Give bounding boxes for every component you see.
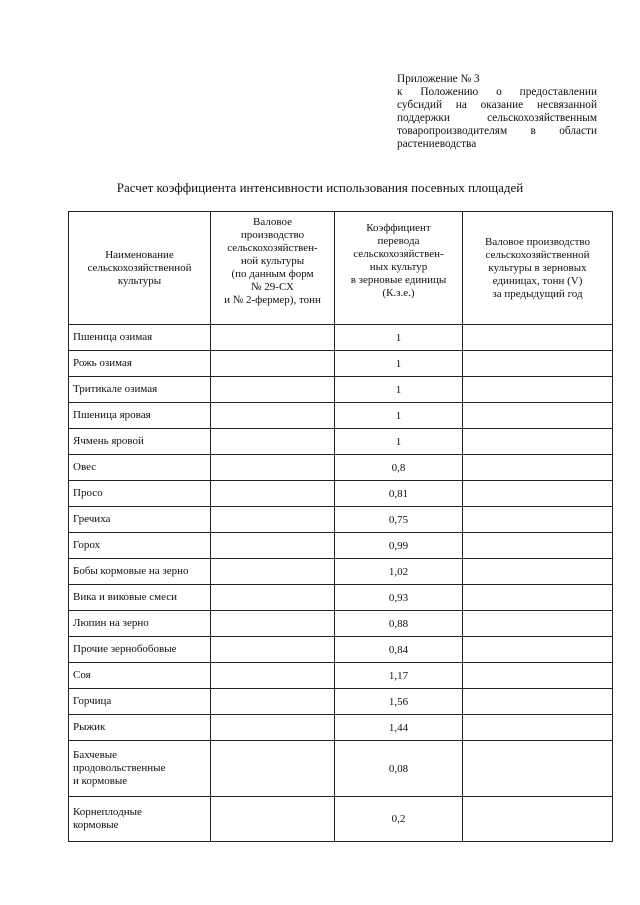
- gross-production-cell[interactable]: [211, 481, 335, 507]
- header-crop-name: [69, 212, 211, 325]
- header-gross-production: [211, 212, 335, 325]
- crop-name-cell: [69, 481, 211, 507]
- table-row: [69, 585, 613, 611]
- grain-units-cell[interactable]: [463, 455, 613, 481]
- gross-production-cell[interactable]: [211, 533, 335, 559]
- coefficient-cell: 0,81: [335, 481, 463, 507]
- header-text-line: культуры в зерновых: [488, 261, 587, 274]
- grain-units-cell[interactable]: [463, 559, 613, 585]
- crop-name: Бобы кормовые на зерно: [73, 565, 189, 577]
- crop-name: Прочие зернобобовые: [73, 643, 177, 655]
- header-text-line: сельскохозяйствен-: [227, 242, 318, 254]
- crop-name-cell: [69, 533, 211, 559]
- gross-production-cell[interactable]: [211, 351, 335, 377]
- grain-units-cell[interactable]: [463, 611, 613, 637]
- coefficient-cell: 1: [335, 403, 463, 429]
- gross-production-cell[interactable]: [211, 797, 335, 842]
- header-text-line: сельскохозяйственной: [485, 248, 590, 261]
- header-grain-units: [463, 212, 613, 325]
- gross-production-cell[interactable]: [211, 559, 335, 585]
- appendix-line: поддержки сельскохозяйственным: [397, 112, 597, 124]
- gross-production-cell[interactable]: [211, 715, 335, 741]
- table-row: [69, 663, 613, 689]
- appendix-line: товаропроизводителям в области: [397, 125, 597, 137]
- table-body: [69, 325, 613, 842]
- grain-units-cell[interactable]: [463, 325, 613, 351]
- appendix-line: растениеводства: [397, 138, 477, 150]
- gross-production-cell[interactable]: [211, 455, 335, 481]
- gross-production-cell[interactable]: [211, 611, 335, 637]
- header-text-line: единицах, тонн (V): [492, 274, 583, 287]
- header-conversion-coefficient: [335, 212, 463, 325]
- header-text-line: перевода: [377, 235, 420, 247]
- table-row: [69, 481, 613, 507]
- coefficient-cell: 0,93: [335, 585, 463, 611]
- crop-name: Горох: [73, 539, 101, 551]
- grain-units-cell[interactable]: [463, 637, 613, 663]
- grain-units-cell[interactable]: [463, 507, 613, 533]
- crop-name-cell: [69, 377, 211, 403]
- grain-units-cell[interactable]: [463, 403, 613, 429]
- crop-name: Пшеница озимая: [73, 331, 153, 343]
- table-row: [69, 533, 613, 559]
- gross-production-cell[interactable]: [211, 507, 335, 533]
- coefficient-cell: 0,84: [335, 637, 463, 663]
- appendix-line: субсидий на оказание несвязанной: [397, 99, 597, 111]
- gross-production-cell[interactable]: [211, 325, 335, 351]
- coefficient-cell: 0,88: [335, 611, 463, 637]
- header-text-line: № 29-СХ: [251, 281, 294, 293]
- header-text-line: Валовое производство: [484, 235, 590, 248]
- gross-production-cell[interactable]: [211, 689, 335, 715]
- header-text-line: Наименование: [105, 248, 174, 261]
- table-row: [69, 637, 613, 663]
- crop-name-cell: [69, 689, 211, 715]
- header-text-line: Валовое: [253, 216, 292, 228]
- coefficient-cell: 0,75: [335, 507, 463, 533]
- grain-units-cell[interactable]: [463, 715, 613, 741]
- crop-name: Рыжик: [73, 721, 106, 733]
- coefficient-cell: 1: [335, 325, 463, 351]
- header-text-line: культуры: [117, 274, 162, 287]
- grain-units-cell[interactable]: [463, 377, 613, 403]
- table-row: [69, 507, 613, 533]
- header-text-line: (по данным форм: [231, 268, 314, 280]
- table-row: [69, 611, 613, 637]
- header-text-line: в зерновые единицы: [350, 274, 447, 286]
- crop-name: Люпин на зерно: [73, 617, 149, 629]
- coefficient-cell: 0,8: [335, 455, 463, 481]
- table-row: [69, 559, 613, 585]
- crop-name-cell: [69, 611, 211, 637]
- crop-name-cell: [69, 455, 211, 481]
- crop-name-cell: [69, 559, 211, 585]
- gross-production-cell[interactable]: [211, 663, 335, 689]
- appendix-number: Приложение № 3: [397, 73, 480, 85]
- crop-name-cell: [69, 585, 211, 611]
- coefficient-cell: 1,02: [335, 559, 463, 585]
- gross-production-cell[interactable]: [211, 741, 335, 797]
- gross-production-cell[interactable]: [211, 585, 335, 611]
- coefficient-cell: 1: [335, 377, 463, 403]
- table-row: [69, 689, 613, 715]
- header-text-line: сельскохозяйствен-: [353, 248, 444, 260]
- grain-units-cell[interactable]: [463, 689, 613, 715]
- crop-name-cell: [69, 797, 211, 842]
- crop-name: продовольственные: [73, 762, 166, 774]
- table-row: [69, 377, 613, 403]
- crop-name: Бахчевые: [73, 749, 118, 761]
- coefficient-table: [68, 211, 613, 842]
- coefficient-cell: 1,44: [335, 715, 463, 741]
- crop-name-cell: [69, 663, 211, 689]
- coefficient-cell: 0,2: [335, 797, 463, 842]
- crop-name-cell: [69, 351, 211, 377]
- table-row: [69, 403, 613, 429]
- table-row: [69, 797, 613, 842]
- page-title: Расчет коэффициента интенсивности использования посевных площадей: [116, 180, 524, 195]
- crop-name-cell: [69, 637, 211, 663]
- crop-name-cell: [69, 741, 211, 797]
- crop-name: Горчица: [73, 695, 112, 707]
- header-text-line: ной культуры: [240, 255, 305, 267]
- crop-name-cell: [69, 403, 211, 429]
- appendix-line: к Положению о предоставлении: [397, 86, 597, 98]
- table-row: [69, 455, 613, 481]
- crop-name: Вика и виковые смеси: [73, 591, 178, 603]
- crop-name: и кормовые: [73, 775, 128, 787]
- table-header-row: [69, 212, 613, 325]
- header-text-line: Коэффициент: [366, 222, 431, 234]
- grain-units-cell[interactable]: [463, 585, 613, 611]
- coefficient-cell: 0,99: [335, 533, 463, 559]
- grain-units-cell[interactable]: [463, 663, 613, 689]
- coefficient-cell: 1,56: [335, 689, 463, 715]
- gross-production-cell[interactable]: [211, 637, 335, 663]
- coefficient-cell: 1: [335, 351, 463, 377]
- grain-units-cell[interactable]: [463, 533, 613, 559]
- table-row: [69, 325, 613, 351]
- coefficient-cell: 0,08: [335, 741, 463, 797]
- header-text-line: ных культур: [369, 261, 428, 273]
- coefficient-cell: 1: [335, 429, 463, 455]
- header-text-line: за предыдущий год: [492, 287, 583, 300]
- crop-name: Рожь озимая: [73, 357, 132, 369]
- crop-name: Соя: [73, 669, 91, 681]
- grain-units-cell[interactable]: [463, 481, 613, 507]
- gross-production-cell[interactable]: [211, 403, 335, 429]
- crop-name-cell: [69, 325, 211, 351]
- table-row: [69, 351, 613, 377]
- crop-name: Тритикале озимая: [73, 383, 158, 395]
- appendix-note: [397, 73, 597, 151]
- crop-name: Пшеница яровая: [73, 409, 151, 421]
- header-text-line: и № 2-фермер), тонн: [224, 294, 321, 306]
- grain-units-cell[interactable]: [463, 797, 613, 842]
- grain-units-cell[interactable]: [463, 429, 613, 455]
- header-text-line: производство: [240, 229, 305, 241]
- grain-units-cell[interactable]: [463, 351, 613, 377]
- crop-name: Корнеплодные: [73, 806, 142, 818]
- crop-name-cell: [69, 715, 211, 741]
- gross-production-cell[interactable]: [211, 377, 335, 403]
- crop-name: Овес: [73, 461, 97, 473]
- crop-name: Гречиха: [73, 513, 111, 525]
- crop-name: Ячмень яровой: [73, 435, 144, 447]
- table-row: [69, 429, 613, 455]
- gross-production-cell[interactable]: [211, 429, 335, 455]
- crop-name: кормовые: [73, 819, 119, 831]
- header-text-line: сельскохозяйственной: [87, 261, 192, 274]
- table-row: [69, 741, 613, 797]
- grain-units-cell[interactable]: [463, 741, 613, 797]
- coefficient-cell: 1,17: [335, 663, 463, 689]
- crop-name-cell: [69, 429, 211, 455]
- crop-name: Просо: [73, 487, 103, 499]
- table-row: [69, 715, 613, 741]
- header-text-line: (К.з.е.): [382, 287, 415, 299]
- crop-name-cell: [69, 507, 211, 533]
